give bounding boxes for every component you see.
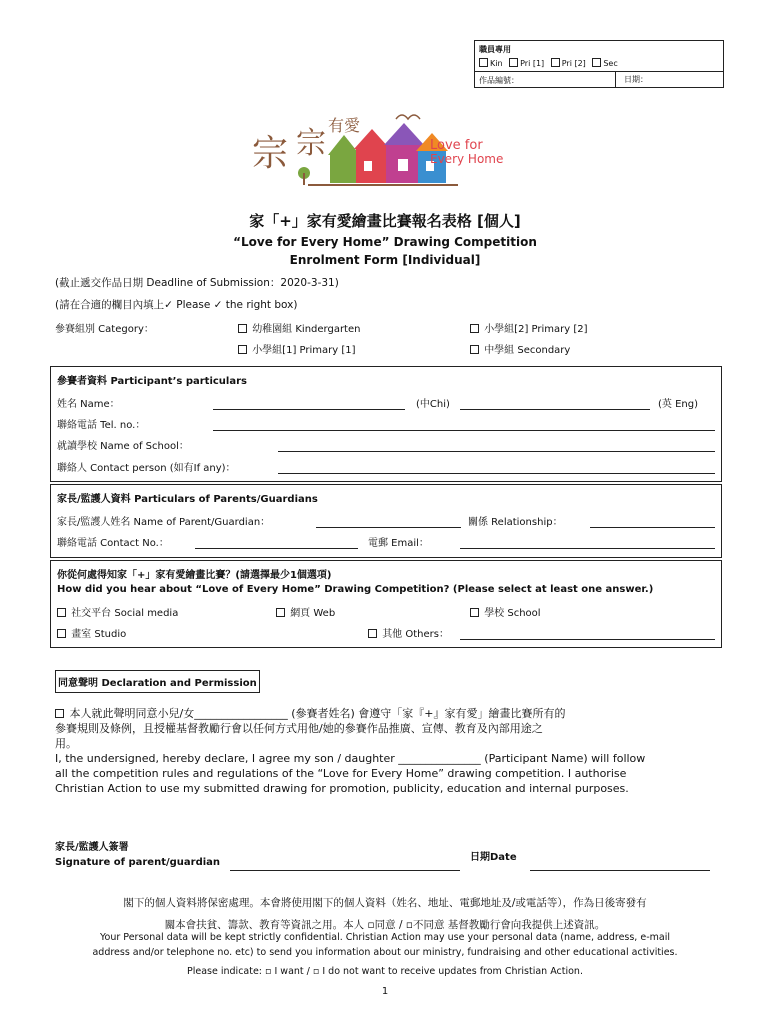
category-primary-2[interactable] bbox=[470, 320, 588, 335]
title-en-1: “Love for Every Home” Drawing Competition bbox=[233, 235, 537, 249]
declaration-en-2: all the competition rules and regulations of the “Love for Every Home” drawing competition. I authorise bbox=[55, 767, 627, 780]
privacy-en bbox=[0, 930, 770, 979]
title-en-2: Enrolment Form [Individual] bbox=[289, 253, 481, 267]
staff-option-kin: Kin bbox=[490, 59, 503, 68]
category-secondary[interactable] bbox=[470, 341, 570, 356]
checkbox-icon[interactable] bbox=[57, 608, 66, 617]
signature-field[interactable] bbox=[230, 870, 460, 871]
staff-option-pri1: Pri [1] bbox=[520, 59, 545, 68]
staff-title: 職員專用 bbox=[479, 45, 511, 54]
staff-options bbox=[479, 58, 618, 68]
staff-row bbox=[475, 71, 723, 88]
eng-label: (英 Eng) bbox=[658, 399, 698, 410]
logo-chinese-3: 有愛 bbox=[328, 116, 361, 135]
staff-option-pri2: Pri [2] bbox=[561, 59, 586, 68]
signature-label-zh: 家長/監護人簽署 bbox=[55, 842, 129, 853]
checkbox-pri2[interactable] bbox=[551, 58, 560, 67]
checkbox-icon[interactable] bbox=[368, 629, 377, 638]
tel-field[interactable] bbox=[213, 430, 715, 431]
source-social-media[interactable] bbox=[57, 604, 178, 619]
checkbox-icon[interactable] bbox=[57, 629, 66, 638]
parents-heading: 家長/監護人資料 Particulars of Parents/Guardians bbox=[57, 494, 318, 505]
tel-label: 聯絡電話 Tel. no.： bbox=[57, 420, 146, 431]
checkbox-icon[interactable] bbox=[238, 345, 247, 354]
guardian-name-field[interactable] bbox=[316, 527, 461, 528]
checkbox-icon[interactable] bbox=[276, 608, 285, 617]
guardian-name-label: 家長/監護人姓名 Name of Parent/Guardian： bbox=[57, 517, 271, 528]
declaration-text bbox=[55, 706, 725, 796]
checkbox-icon[interactable] bbox=[470, 345, 479, 354]
logo-english-2: Every Home bbox=[430, 152, 504, 166]
guardian-contact-field[interactable] bbox=[195, 548, 358, 549]
name-eng-field[interactable] bbox=[460, 409, 650, 410]
others-field[interactable] bbox=[460, 639, 715, 640]
deadline: (截止遞交作品日期 Deadline of Submission：2020-3-31) bbox=[55, 277, 339, 289]
signature-date-field[interactable] bbox=[530, 870, 710, 871]
source-others[interactable] bbox=[368, 625, 449, 640]
category-option-label: 中學組 Secondary bbox=[484, 345, 571, 356]
source-web[interactable] bbox=[276, 604, 335, 619]
declaration-zh-1-text: 本人就此聲明同意小兒/女_________________ (參賽者姓名) 會遵守「家『+』家有愛」繪畫比賽所有的 bbox=[69, 707, 566, 720]
category-option-label: 小學組[1] Primary [1] bbox=[252, 345, 356, 356]
school-field[interactable] bbox=[278, 451, 715, 452]
category-label: 參賽組別 Category： bbox=[55, 324, 154, 335]
title-zh: 家「+」家有愛繪畫比賽報名表格 [個人] bbox=[249, 212, 521, 230]
logo-chinese-2: 宗 bbox=[296, 126, 326, 161]
declaration-heading: 同意聲明 Declaration and Permission bbox=[55, 670, 260, 693]
source-school[interactable] bbox=[470, 604, 541, 619]
declaration-en-3: Christian Action to use my submitted drawing for promotion, publicity, education and internal purposes. bbox=[55, 782, 629, 795]
declaration-zh-2: 參賽規則及條例，且授權基督教勵行會以任何方式用他/她的參賽作品推廣、宣傳、教育及內部用途之 bbox=[55, 722, 543, 735]
signature-label-en: Signature of parent/guardian bbox=[55, 857, 221, 868]
checkbox-icon[interactable] bbox=[55, 709, 64, 718]
privacy-zh-2: 關本會扶貧、籌款、教育等資訊之用。本人 ▫同意 / ▫不同意 基督教勵行會向我提供上述資訊。 bbox=[164, 919, 606, 931]
name-label: 姓名 Name： bbox=[57, 399, 120, 410]
checkbox-icon[interactable] bbox=[238, 324, 247, 333]
chi-label: (中Chi) bbox=[416, 399, 450, 410]
source-heading-zh: 你從何處得知家「+」家有愛繪畫比賽？(請選擇最少1個選項) bbox=[57, 570, 332, 581]
email-label: 電郵 Email： bbox=[368, 538, 429, 549]
logo-chinese-1: 宗 bbox=[252, 133, 289, 174]
source-option-label: 學校 School bbox=[484, 608, 541, 619]
checkbox-kin[interactable] bbox=[479, 58, 488, 67]
relationship-label: 關係 Relationship： bbox=[468, 517, 563, 528]
privacy-zh-1: 閣下的個人資料將保密處理。本會將使用閣下的個人資料（姓名、地址、電郵地址及/或電話等），作為日後寄發有 bbox=[123, 897, 647, 909]
name-chi-field[interactable] bbox=[213, 409, 405, 410]
staff-date-label: 日期： bbox=[615, 72, 648, 88]
guardian-contact-label: 聯絡電話 Contact No.： bbox=[57, 538, 169, 549]
checkbox-icon[interactable] bbox=[470, 608, 479, 617]
logo bbox=[248, 105, 518, 190]
participant-heading: 參賽者資料 Participant’s particulars bbox=[57, 376, 247, 387]
source-option-label: 其他 Others： bbox=[382, 629, 449, 640]
category-kindergarten[interactable] bbox=[238, 320, 360, 335]
privacy-en-1: Your Personal data will be kept strictly confidential. Christian Action may use your personal data (name, address, e-mail bbox=[100, 932, 670, 943]
category-option-label: 小學組[2] Primary [2] bbox=[484, 324, 588, 335]
work-number-label: 作品編號： bbox=[479, 76, 519, 85]
logo-graphic bbox=[248, 105, 518, 190]
category-option-label: 幼稚園組 Kindergarten bbox=[252, 324, 361, 335]
school-label: 就讀學校 Name of School： bbox=[57, 441, 189, 452]
checkbox-pri1[interactable] bbox=[509, 58, 518, 67]
category-primary-1[interactable] bbox=[238, 341, 356, 356]
relationship-field[interactable] bbox=[590, 527, 715, 528]
staff-use-box bbox=[474, 40, 724, 88]
instruction: (請在合適的欄目內填上✓ Please ✓ the right box) bbox=[55, 299, 298, 311]
signature-date-label: 日期Date bbox=[470, 852, 517, 863]
privacy-en-3: Please indicate: ▫ I want / ▫ I do not want to receive updates from Christian Action. bbox=[187, 966, 583, 977]
declaration-zh-1 bbox=[55, 706, 725, 721]
source-heading-en: How did you hear about “Love of Every Home” Drawing Competition? (Please select at least one answer.) bbox=[57, 584, 654, 595]
staff-option-sec: Sec bbox=[603, 59, 618, 68]
logo-english-1: Love for bbox=[430, 138, 483, 153]
contact-label: 聯絡人 Contact person (如有If any)： bbox=[57, 463, 236, 474]
declaration-en-1: I, the undersigned, hereby declare, I agree my son / daughter _______________ (Participant Name) will follow bbox=[55, 752, 646, 765]
page-number: 1 bbox=[381, 986, 389, 997]
email-field[interactable] bbox=[460, 548, 715, 549]
source-option-label: 社交平台 Social media bbox=[71, 608, 179, 619]
privacy-en-2: address and/or telephone no. etc) to send you information about our ministry, fundraising and other educational activities. bbox=[92, 947, 678, 958]
checkbox-icon[interactable] bbox=[470, 324, 479, 333]
source-studio[interactable] bbox=[57, 625, 126, 640]
declaration-zh-3: 用。 bbox=[55, 737, 77, 750]
source-option-label: 畫室 Studio bbox=[71, 629, 127, 640]
source-option-label: 網頁 Web bbox=[290, 608, 336, 619]
contact-field[interactable] bbox=[278, 473, 715, 474]
checkbox-sec[interactable] bbox=[592, 58, 601, 67]
